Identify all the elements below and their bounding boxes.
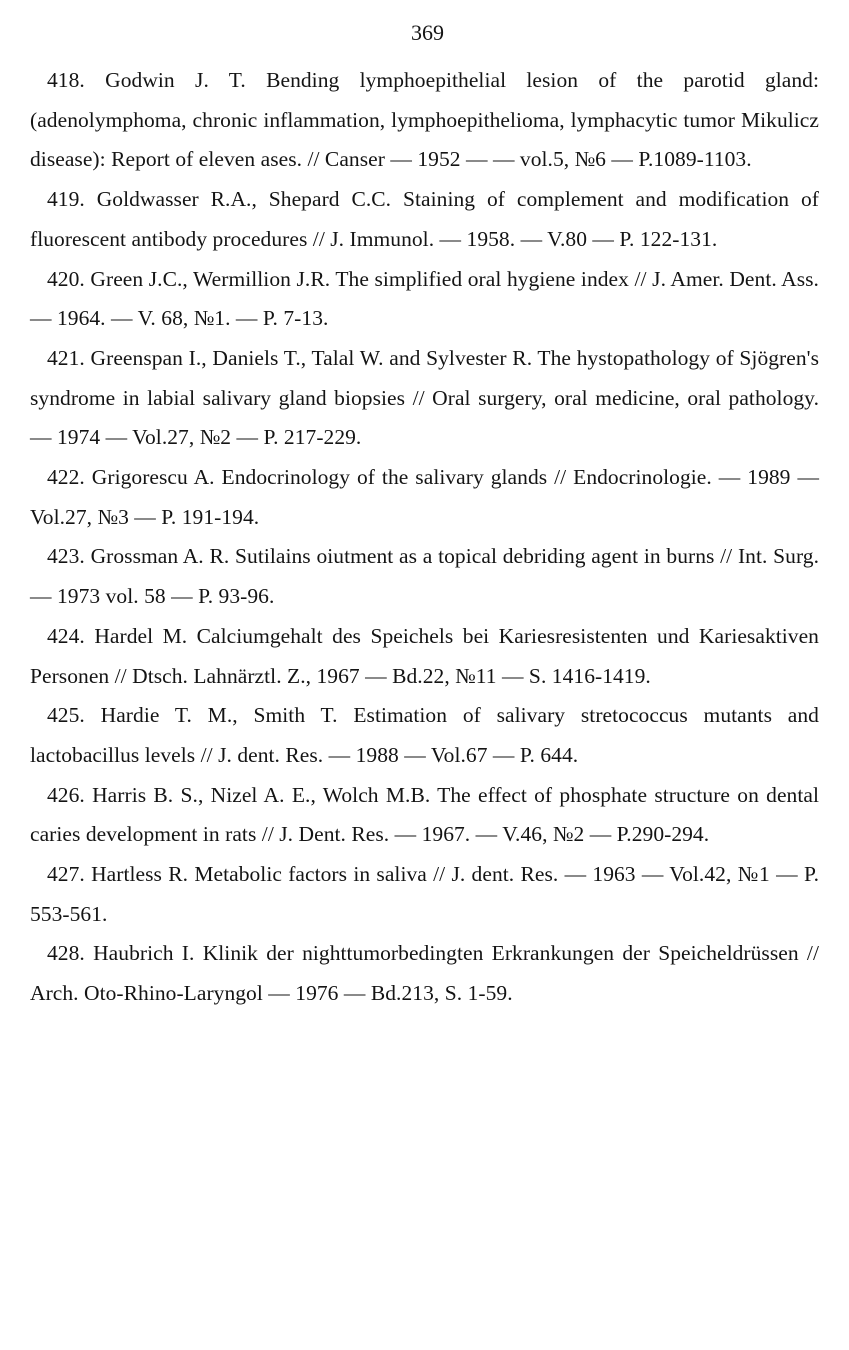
reference-item bbox=[30, 61, 819, 180]
reference-text: Grossman A. R. Sutilains oiutment as a topical debriding agent in burns // Int. Surg. — 1973 vol. 58 — P. 93-96. bbox=[30, 544, 819, 609]
reference-item bbox=[30, 855, 819, 934]
reference-number: 425. bbox=[47, 703, 85, 728]
reference-number: 418. bbox=[47, 68, 85, 92]
reference-text: Godwin J. T. Bending lymphoepithelial lesion of the parotid gland: (adenolymphoma, chronic inflammation, lymphoepithelioma, lymphacytic tumor Mikulicz disease): Report of eleven ases. // Canser — 1952 — — vol.5, №6 — P.1089-1103. bbox=[30, 68, 819, 172]
reference-text: Grigorescu A. Endocrinology of the salivary glands // Endocrinologie. — 1989 — Vol.27, №3 — P. 191-194. bbox=[30, 465, 819, 529]
reference-text: Hartless R. Metabolic factors in saliva // J. dent. Res. — 1963 — Vol.42, №1 — P. 553-561. bbox=[30, 862, 819, 926]
reference-number: 427. bbox=[47, 862, 85, 887]
reference-item bbox=[30, 339, 819, 458]
reference-item bbox=[30, 934, 819, 1013]
reference-number: 423. bbox=[47, 544, 85, 569]
reference-text: Green J.C., Wermillion J.R. The simplified oral hygiene index // J. Amer. Dent. Ass. — 1964. — V. 68, №1. — P. 7-13. bbox=[30, 266, 819, 331]
page-number: 369 bbox=[411, 20, 444, 45]
reference-text: Goldwasser R.A., Shepard C.C. Staining of complement and modification of fluorescent antibody procedures // J. Immunol. — 1958. — V.80 — P. 122-131. bbox=[30, 187, 819, 251]
reference-number: 419. bbox=[47, 187, 85, 212]
reference-number: 422. bbox=[47, 465, 85, 490]
reference-text: Greenspan I., Daniels T., Talal W. and Sylvester R. The hystopathology of Sjögren's syndrome in labial salivary gland biopsies // Oral surgery, oral medicine, oral pathology. — 1974 — Vol.27, №2 — P. 217-229. bbox=[30, 345, 819, 450]
reference-list bbox=[30, 61, 819, 1014]
reference-number: 426. bbox=[47, 782, 85, 807]
reference-number: 424. bbox=[47, 623, 85, 648]
reference-text: Hardel M. Calciumgehalt des Speichels bei Kariesresistenten und Kariesaktiven Personen // Dtsch. Lahnärztl. Z., 1967 — Bd.22, №11 — S. 1416-1419. bbox=[30, 623, 819, 688]
reference-number: 421. bbox=[47, 345, 85, 370]
reference-number: 420. bbox=[47, 266, 85, 291]
reference-text: Haubrich I. Klinik der nighttumorbedingten Erkrankungen der Speicheldrüssen // Arch. Oto-Rhino-Laryngol — 1976 — Bd.213, S. 1-59. bbox=[30, 941, 819, 1006]
reference-item bbox=[30, 537, 819, 616]
reference-item bbox=[30, 617, 819, 696]
document-page bbox=[30, 18, 819, 1014]
reference-item bbox=[30, 776, 819, 855]
reference-number: 428. bbox=[47, 941, 85, 966]
reference-item bbox=[30, 260, 819, 339]
reference-item bbox=[30, 180, 819, 259]
reference-text: Harris B. S., Nizel A. E., Wolch M.B. The effect of phosphate structure on dental caries development in rats // J. Dent. Res. — 1967. — V.46, №2 — P.290-294. bbox=[30, 782, 819, 847]
reference-text: Hardie T. M., Smith T. Estimation of salivary stretococcus mutants and lactobacillus levels // J. dent. Res. — 1988 — Vol.67 — P. 644. bbox=[30, 703, 819, 767]
reference-item bbox=[30, 696, 819, 775]
reference-item bbox=[30, 458, 819, 537]
